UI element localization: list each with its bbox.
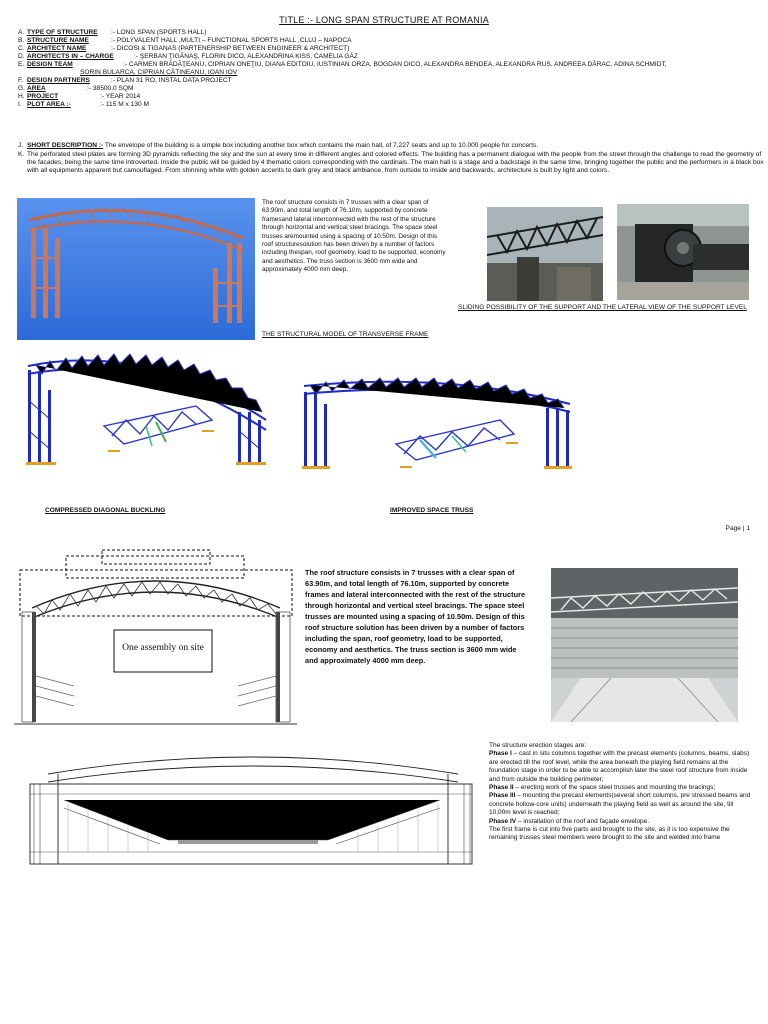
page-number: Page | 1 [725, 525, 750, 532]
field-project: H. PROJECT :- YEAR 2014 [18, 93, 141, 100]
support-photo-truss [487, 207, 603, 301]
section-drawing [28, 744, 476, 867]
field-type: A. TYPE OF STRUCTURE :- LONG SPAN (SPORTS HALL) [18, 29, 207, 36]
buckling-model-image [16, 350, 284, 474]
field-architect: C. ARCHITECT NAME :- DICOSI & TIGANAS (PARTENERSHIP BETWEEN ENGINEER & ARCHITECT) [18, 45, 350, 52]
page-title: TITLE :- LONG SPAN STRUCTURE AT ROMANIA [279, 15, 489, 25]
phase-1: Phase I – cast in situ columns together with the precast elements (columns, beams, slabs) are erected till the roof level, while the area beneath the playing field remains at the foundation stage in order to be able to accomplish later the steel roof structure from inside and from outside the building perimeter; [489, 750, 750, 783]
field-area: G. AREA :- 38500.0 SQM [18, 85, 134, 92]
structural-model-image [17, 198, 255, 340]
roof-structure-summary: The roof structure consists in 7 trusses with a clear span of 63.90m, and total length of 76.10m, supported by concrete frames and lateral interconnected with the rest of the structure through horizontal and vertical steel bracings. The space steel trusses are mounted using a spacing of 10.50m. Design of this roof structure solution has been driven by a number of factors including the span, roof geometry, load to be supported, economy and aesthetics. The truss section is 3600 mm wide and approximately 4000 mm deep. [305, 568, 526, 665]
field-plot-area: I. PLOT AREA :- :- 115 M x 130 M [18, 101, 149, 108]
roof-structure-text: The roof structure consists in 7 trusses with a clear span of 63.90m, and total length of 76.10m, supported by concrete framesand lateral interconnected with the rest of the structure through horizontal and vertical steel bracings. The space steel trusses aremounted using a spacing of 10.50m. Design of this roof structuresolution has been driven by a number of factors including thespan, roof geometry, load to be supported, economy and aesthetics. The truss section is 3600 mm wide and approximately 4000 mm deep. [262, 199, 446, 274]
field-design-partners: F. DESIGN PARTNERS :- PLAN 31 RO, INSTAL DATA PROJECT [18, 77, 232, 84]
stages-outro: The first frame is cut into five parts and brought to the site, as it is too expensive the remaining trusses steel members were brought to the site and welded into frame [489, 826, 730, 842]
buckling-caption: COMPRESSED DIAGONAL BUCKLING [45, 507, 166, 514]
improved-caption: IMPROVED SPACE TRUSS [390, 507, 474, 514]
support-caption: SLIDING POSSIBILITY OF THE SUPPORT AND THE LATERAL VIEW OF THE SUPPORT LEVEL [458, 304, 747, 311]
field-design-team: E. DESIGN TEAM :- CARMEN BRĂDĂŢEANU, CIPRIAN ONEŢIU, DIANA EDITOIU, IUSTINIAN ORZA, BOGDAN DICO, ALEXANDRA BENDEA, ALEXANDRA RUS, ANDREEA DĂRAC, ADINA SCHMIDT, [18, 61, 667, 68]
erection-stages [489, 742, 751, 843]
field-structure-name: B. STRUCTURE NAME :- POLYVALENT HALL ,MULTI – FUNCTIONAL SPORTS HALL ,CLUJ – NAPOCA [18, 37, 352, 44]
phase-4: Phase IV – installation of the roof and façade envelope. [489, 817, 650, 825]
phase-3: Phase III – mounting the precast elements(several short columns, pre stressed beams and concrete hollow-core units) underneath the playing field as well as around the site, till 10,00m level is reached; [489, 792, 751, 817]
field-design-team-cont: SORIN BULARCA, CIPRIAN CĂTINEANU, IOAN IOV [80, 69, 238, 76]
improved-truss-image [300, 374, 606, 476]
model-caption: THE STRUCTURAL MODEL OF TRANSVERSE FRAME [262, 331, 429, 338]
assembly-drawing [14, 546, 297, 728]
assembly-label: One assembly on site [122, 642, 204, 653]
phase-2: Phase II – erecting work of the space steel trusses and mounting the bracings; [489, 784, 716, 792]
field-architects-in-charge: D. ARCHITECTS IN – CHARGE :- ŞERBAN ŢIGĂNAŞ, FLORIN DICO, ALEXANDRINA KISS, CAMELIA GĂZ [18, 53, 358, 60]
support-photo-lateral [617, 204, 749, 300]
stages-intro: The structure erection stages are: [489, 742, 587, 749]
facade-description: K. The perforated steel plates are forming 3D pyramids reflecting the sky and the sun at every time in different angles and colored effects. The building has a permanent dialogue with the people from the street through the challenge to read the geometry of the facades, being the same time introverted. Inside the public will be guided by 4 thematic colors corresponding with the cardinals. The main hall is a stage and a backstage in the same time, bringing together the public and the performers in a black box with all equipments apparent but camouflaged. From shinning white with golden accents to dark grey and black ambiance, from outside to inside and backwards, architecture is built by light and colors. [18, 151, 764, 175]
interior-photo [551, 568, 738, 722]
short-description: J. SHORT DESCRIPTION :- The envelope of the building is a simple box including another box which contains the main hall, of 7,227 seats and up to 10.000 people for concerts. [18, 142, 539, 149]
